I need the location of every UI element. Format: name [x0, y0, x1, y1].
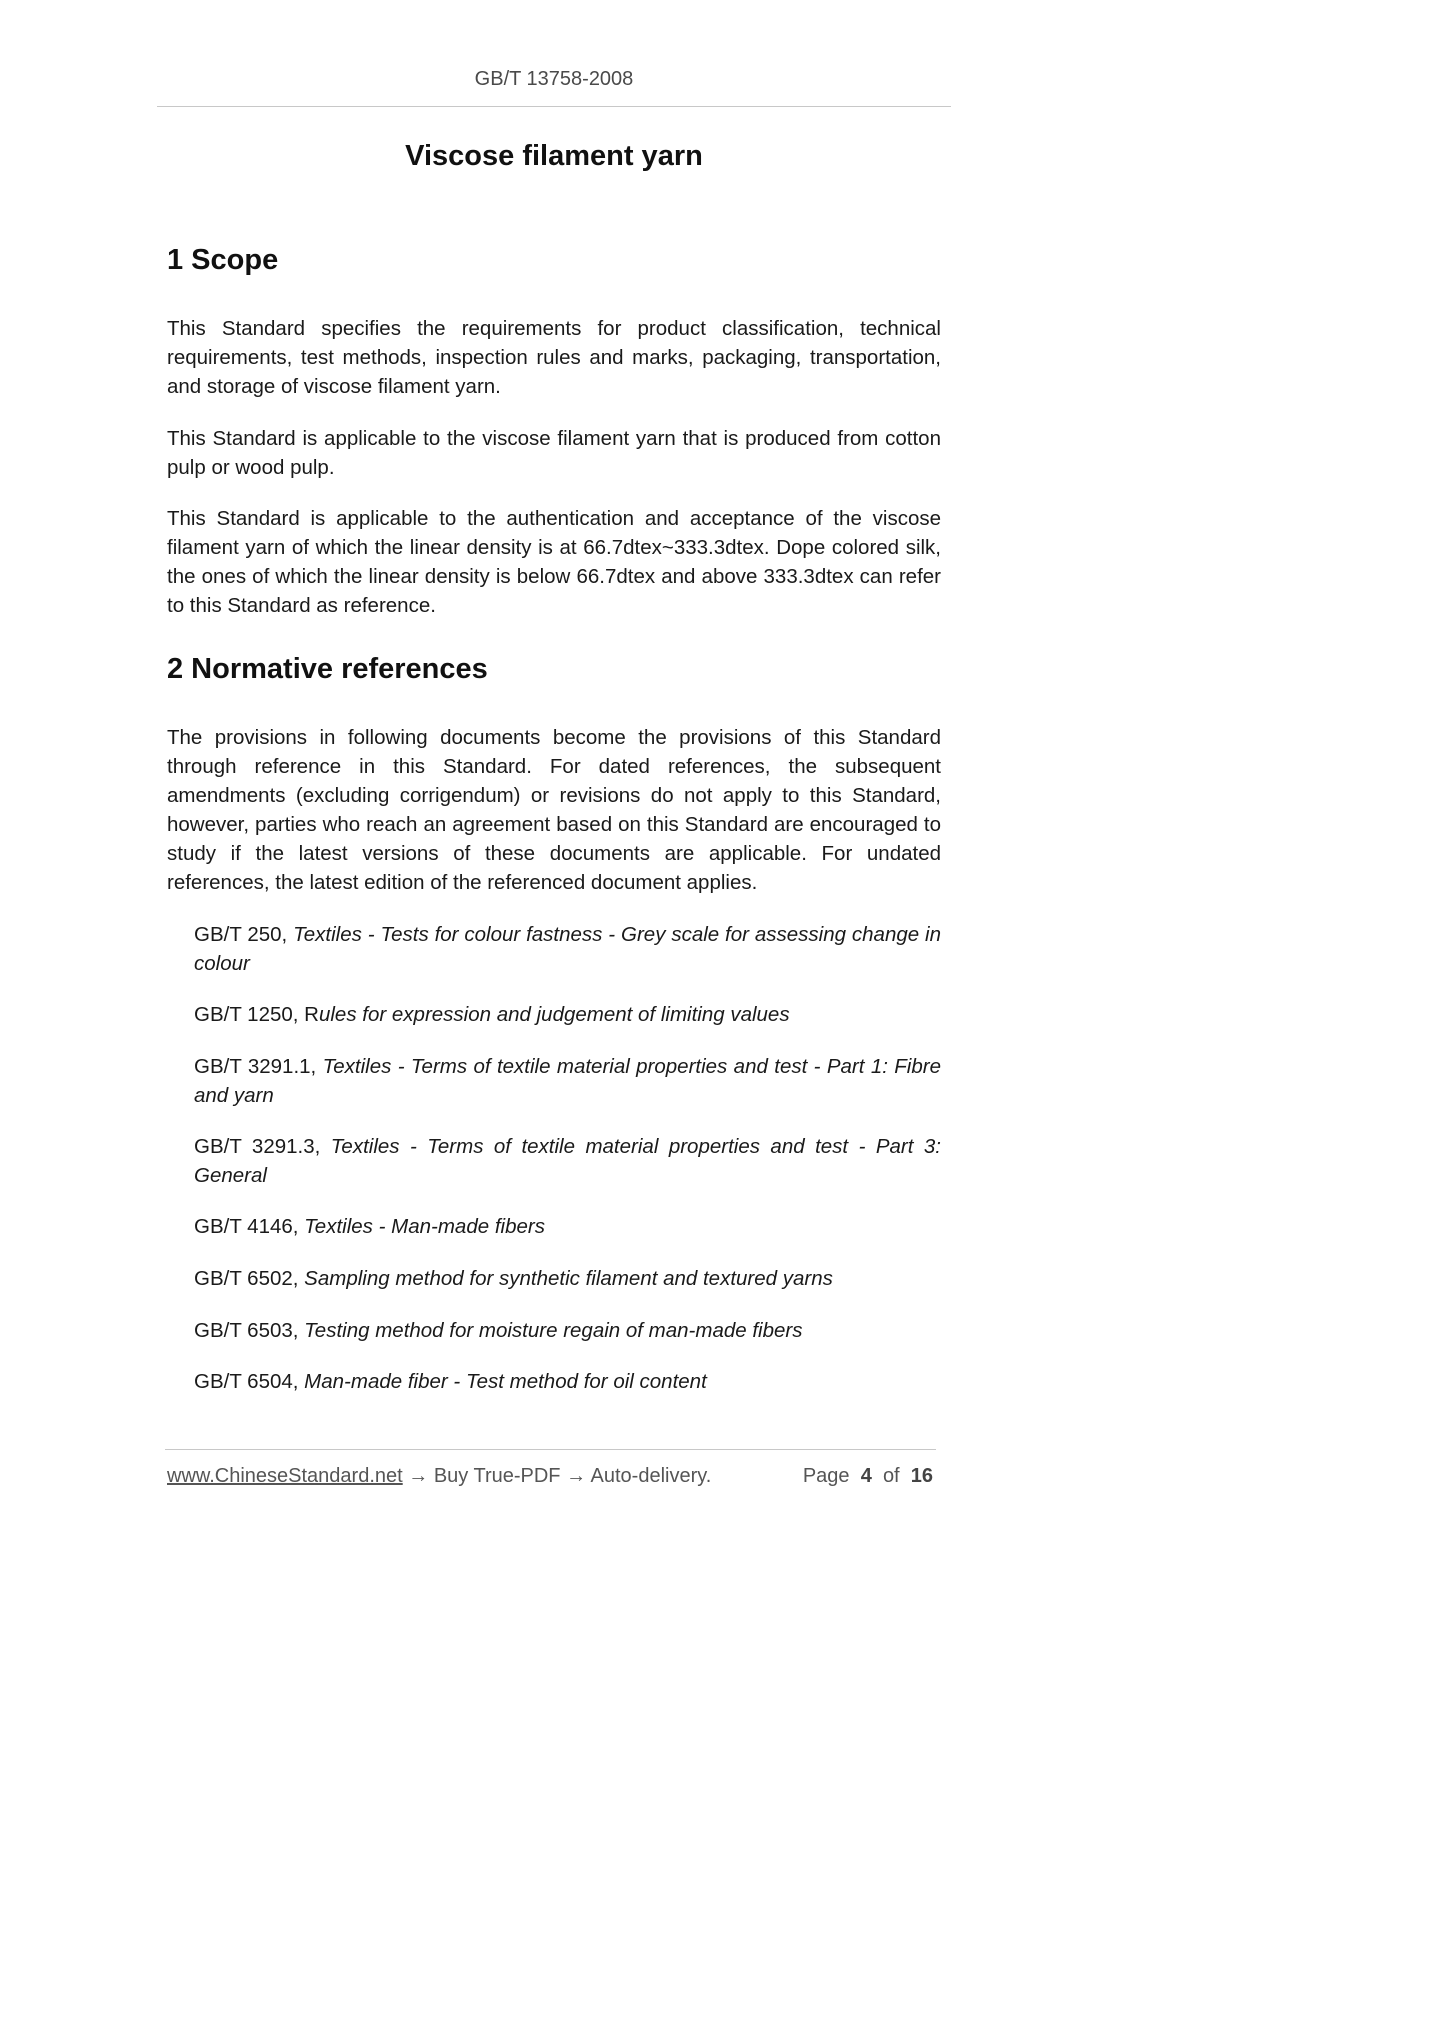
reference-code: GB/T 3291.1, [194, 1055, 323, 1078]
reference-code: GB/T 4146, [194, 1215, 305, 1238]
reference-code: GB/T 6504, [194, 1370, 305, 1393]
reference-item [194, 1367, 941, 1396]
reference-title: ules for expression and judgement of limiting values [318, 1003, 790, 1026]
reference-item [194, 1316, 941, 1345]
reference-item [194, 1132, 941, 1190]
page-total: 16 [910, 1465, 933, 1487]
reference-title: Textiles - Man-made fibers [304, 1215, 545, 1238]
section-heading-normative-references: 2 Normative references [167, 653, 488, 685]
reference-code: GB/T 1250, R [194, 1003, 319, 1026]
scope-paragraph-3: This Standard is applicable to the authentication and acceptance of the viscose filament yarn of which the linear density is at 66.7dtex~333.3dtex. Dope colored silk, the ones of which the linear density is below 66.7dtex and above 333.3dtex can refer to this Standard as reference. [167, 507, 941, 617]
reference-title: Textiles - Terms of textile material properties and test - Part 1: Fibre and yarn [194, 1055, 941, 1107]
page-of-label: of [882, 1465, 900, 1487]
reference-item [194, 920, 941, 978]
page-header-doc-id: GB/T 13758-2008 [474, 68, 634, 90]
footer-tagline: → Buy True-PDF → Auto-delivery. [402, 1465, 712, 1487]
scope-paragraph-2: This Standard is applicable to the viscose filament yarn that is produced from cotton pulp or wood pulp. [167, 427, 941, 479]
page-current: 4 [860, 1465, 872, 1487]
section-heading-scope: 1 Scope [167, 244, 279, 276]
references-intro-paragraph: The provisions in following documents become the provisions of this Standard through reference in this Standard. For dated references, the subsequent amendments (excluding corrigendum) or revisions do not apply to this Standard, however, parties who reach an agreement based on this Standard are encouraged to study if the latest versions of these documents are applicable. For undated references, the latest edition of the referenced document applies. [167, 726, 941, 894]
reference-item [194, 1212, 941, 1241]
page-indicator [803, 1465, 933, 1488]
footer-left [167, 1465, 711, 1488]
reference-title: Man-made fiber - Test method for oil content [304, 1370, 707, 1393]
reference-item [194, 1264, 941, 1293]
chinese-standard-link[interactable]: www.ChineseStandard.net [167, 1465, 403, 1487]
reference-title: Textiles - Terms of textile material properties and test - Part 3: General [194, 1135, 942, 1187]
reference-code: GB/T 6502, [194, 1267, 305, 1290]
page-label: Page [802, 1465, 850, 1487]
reference-title: Testing method for moisture regain of man-made fibers [304, 1319, 803, 1342]
page-footer [167, 1465, 937, 1493]
reference-code: GB/T 3291.3, [194, 1135, 331, 1158]
reference-title: Textiles - Tests for colour fastness - Grey scale for assessing change in colour [194, 923, 941, 975]
reference-item [194, 1000, 941, 1029]
header-divider [157, 106, 951, 107]
reference-title: Sampling method for synthetic filament and textured yarns [304, 1267, 833, 1290]
footer-divider [165, 1449, 936, 1450]
scope-paragraph-1: This Standard specifies the requirements for product classification, technical requirements, test methods, inspection rules and marks, packaging, transportation, and storage of viscose filament yarn. [167, 317, 941, 398]
document-title: Viscose filament yarn [405, 140, 703, 172]
reference-code: GB/T 250, [194, 923, 294, 946]
reference-item [194, 1052, 941, 1110]
reference-code: GB/T 6503, [194, 1319, 305, 1342]
